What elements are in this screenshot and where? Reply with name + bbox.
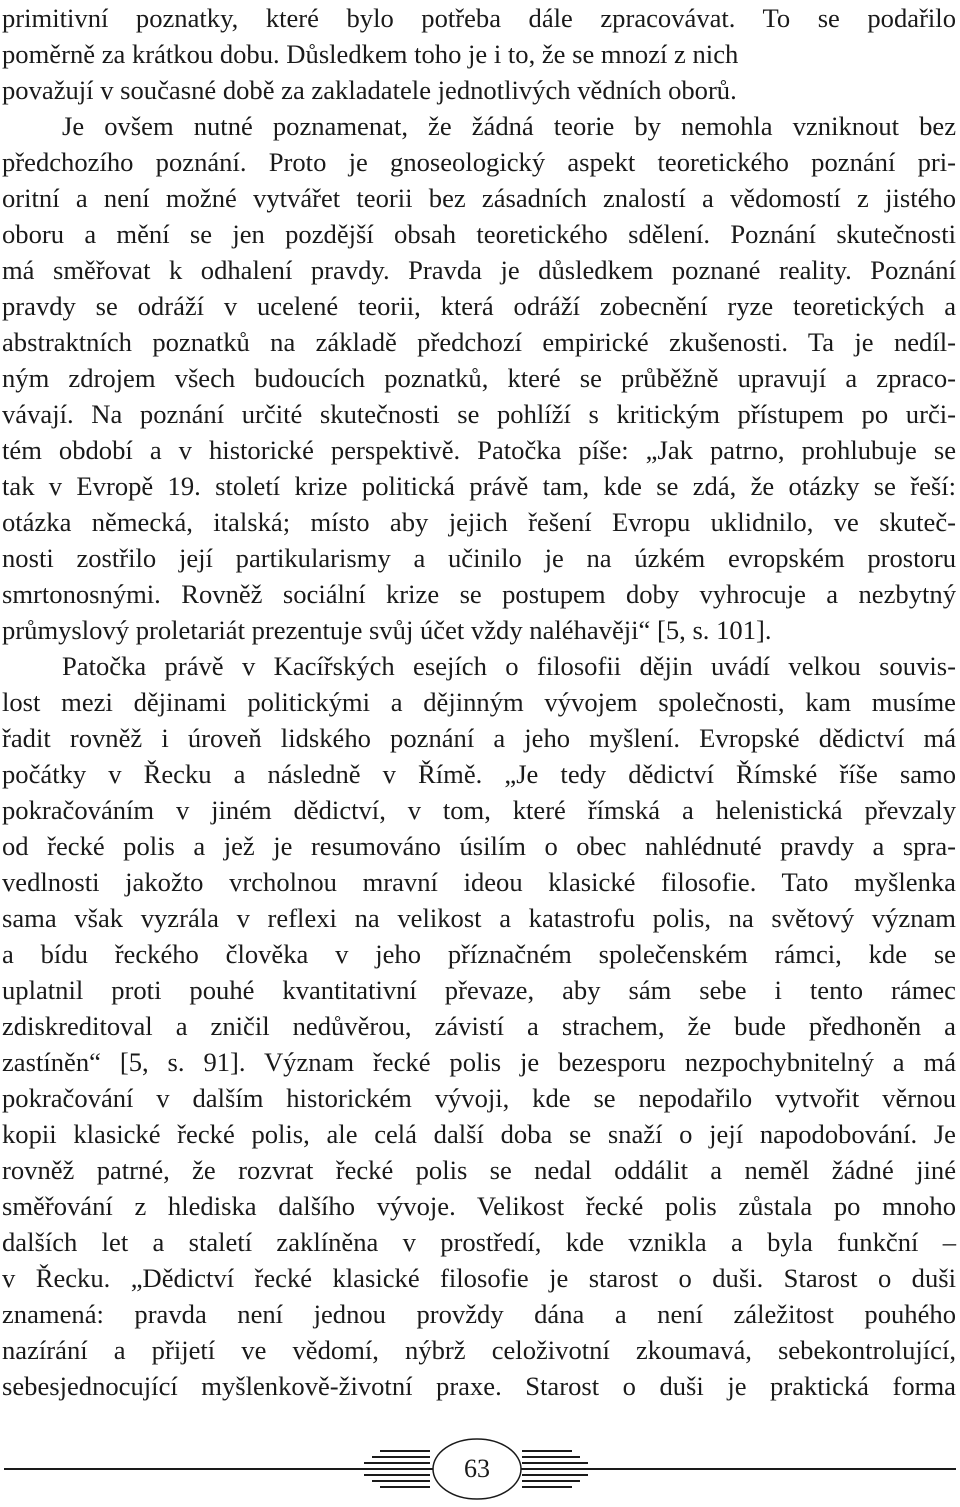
paragraph-first-line: Patočka právě v Kacířských esejích o filosofii dějin uvádí velkou souvis- xyxy=(62,651,956,681)
text-line: pokračováním v jiném dědictví, v tom, které římská a helenistická převzaly xyxy=(2,795,956,825)
text-line: nazírání a přijetí ve vědomí, nýbrž celoživotní zkoumavá, sebekontrolující, xyxy=(2,1335,956,1365)
text-line: sebesjednocující myšlenkově-životní praxe. Starost o duši je praktická forma xyxy=(2,1371,956,1401)
text-line: sama však vyzrála v reflexi na velikost a katastrofu polis, na světový význam xyxy=(2,903,956,933)
text-line: znamená: pravda není jednou provždy dána a není záležitost pouhého xyxy=(2,1299,956,1329)
text-line: oboru a mění se jen pozdější obsah teoretického sdělení. Poznání skutečnosti xyxy=(2,219,956,249)
text-line: považují v současné době za zakladatele jednotlivých vědních oborů. xyxy=(2,75,737,105)
text-line: pravdy se odráží v ucelené teorii, která odráží zobecnění ryze teoretických a xyxy=(2,291,956,321)
text-line: poměrně za krátkou dobu. Důsledkem toho je i to, že se mnozí z nich xyxy=(2,39,739,69)
text-line: pokračování v dalším historickém vývoji, kde se nepodařilo vytvořit věrnou xyxy=(2,1083,956,1113)
text-line: nosti zostřilo její partikularismy a učinilo je na úzkém evropském prostoru xyxy=(2,543,956,573)
text-line: dalších let a staletí zaklíněna v prostředí, kde vznikla a byla funkční – xyxy=(2,1227,956,1257)
text-line: počátky v Řecku a následně v Římě. „Je tedy dědictví Římské říše samo xyxy=(2,759,956,789)
text-line: vávají. Na poznání určité skutečnosti se pohlíží s kritickým přístupem po urči- xyxy=(2,399,956,429)
text-line: předchozího poznání. Proto je gnoseologický aspekt teoretického poznání pri- xyxy=(2,147,956,177)
text-line: směřování z hlediska dalšího vývoje. Velikost řecké polis zůstala po mnoho xyxy=(2,1191,956,1221)
text-line: abstraktních poznatků na základě předchozí empirické zkušenosti. Ta je nedíl- xyxy=(2,327,956,357)
text-line: rovněž patrné, že rozvrat řecké polis se nedal oddálit a neměl žádné jiné xyxy=(2,1155,956,1185)
text-line: má směřovat k odhalení pravdy. Pravda je důsledkem poznané reality. Poznání xyxy=(2,255,956,285)
text-line: tak v Evropě 19. století krize politická právě tam, kde se zdá, že otázky se řeší: xyxy=(2,471,956,501)
text-line: lost mezi dějinami politickými a dějinným vývojem společnosti, kam musíme xyxy=(2,687,956,717)
text-line: oritní a není možné vytvářet teorii bez zásadních znalostí a vědomostí z jistého xyxy=(2,183,956,213)
text-line: primitivní poznatky, které bylo potřeba dále zpracovávat. To se podařilo xyxy=(2,3,956,33)
text-line: zdiskreditoval a zničil nedůvěrou, závistí a strachem, že bude předhoněn a xyxy=(2,1011,956,1041)
text-line: otázka německá, italská; místo aby jejich řešení Evropu uklidnilo, ve skuteč- xyxy=(2,507,956,537)
text-line: ným zdrojem všech budoucích poznatků, které se průběžně upravují a zpraco- xyxy=(2,363,956,393)
page-footer xyxy=(0,1436,960,1507)
page-number: 63 xyxy=(464,1454,490,1483)
text-line: zastíněn“ [5, s. 91]. Význam řecké polis je bezesporu nezpochybnitelný a má xyxy=(2,1047,956,1077)
text-line: kopii klasické řecké polis, ale celá další doba se snaží o její napodobování. Je xyxy=(2,1119,956,1149)
text-line: vedlnosti jakožto vrcholnou mravní ideou klasické filosofie. Tato myšlenka xyxy=(2,867,956,897)
paragraph-first-line: Je ovšem nutné poznamenat, že žádná teorie by nemohla vzniknout bez xyxy=(62,111,956,141)
text-line: v Řecku. „Dědictví řecké klasické filosofie je starost o duši. Starost o duši xyxy=(2,1263,956,1293)
text-line: řadit rovněž i úroveň lidského poznání a jeho myšlení. Evropské dědictví má xyxy=(2,723,956,753)
text-line: průmyslový proletariát prezentuje svůj účet vždy naléhavěji“ [5, s. 101]. xyxy=(2,615,772,645)
text-line: uplatnil proti pouhé kvantitativní převaze, aby sám sebe i tento rámec xyxy=(2,975,956,1005)
text-line: tém období a v historické perspektivě. Patočka píše: „Jak patrno, prohlubuje se xyxy=(2,435,956,465)
text-line: od řecké polis a jež je resumováno úsilím o obec nahlédnuté pravdy a spra- xyxy=(2,831,956,861)
text-line: a bídu řeckého člověka v jeho příznačném společenském rámci, kde se xyxy=(2,939,956,969)
text-line: smrtonosnými. Rovněž sociální krize se postupem doby vyhrocuje a nezbytný xyxy=(2,579,956,609)
